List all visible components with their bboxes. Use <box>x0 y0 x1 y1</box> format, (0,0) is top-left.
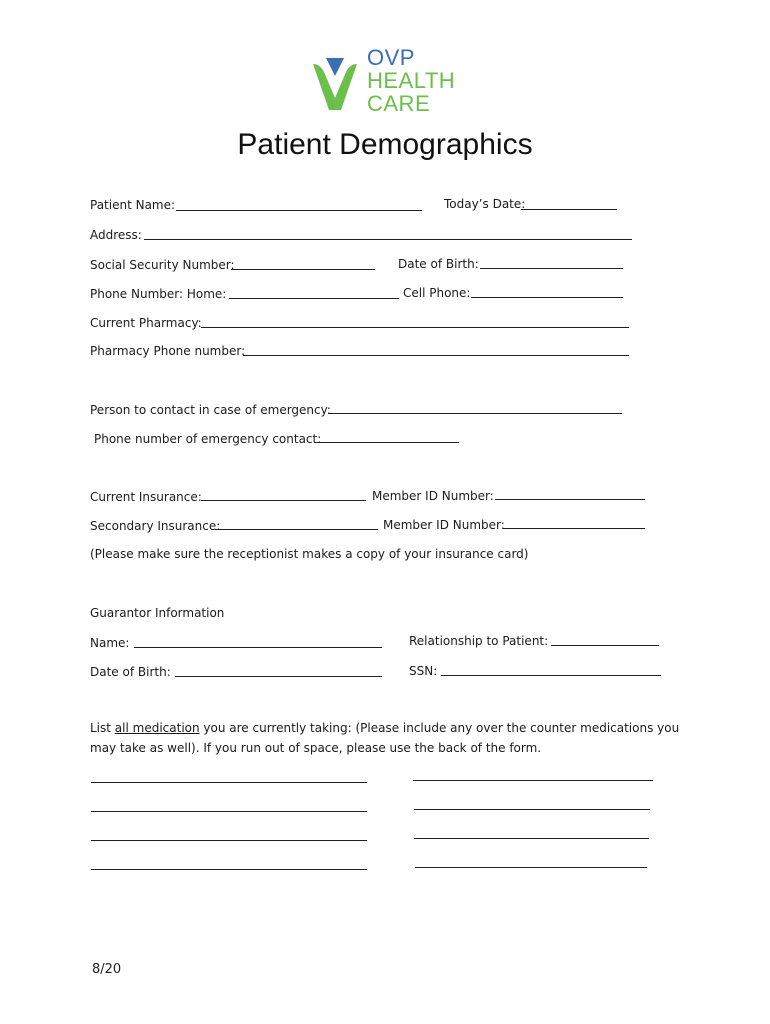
todays-date-label: Today’s Date: <box>444 197 526 211</box>
cell-phone-label: Cell Phone: <box>403 286 471 300</box>
medication-intro-prefix: List <box>90 721 115 735</box>
secondary-insurance-label: Secondary Insurance: <box>90 519 221 533</box>
guarantor-ssn-label: SSN: <box>409 664 438 678</box>
ovp-logo <box>311 46 471 120</box>
logo-line-health: HEALTH <box>367 68 456 93</box>
guarantor-heading: Guarantor Information <box>90 606 225 620</box>
patient-name-field[interactable] <box>176 210 422 211</box>
form-version: 8/20 <box>92 962 122 977</box>
medication-intro <box>90 721 679 735</box>
current-pharmacy-label: Current Pharmacy: <box>90 316 202 330</box>
medication-line-right-4[interactable] <box>415 867 647 868</box>
medication-intro-line2: may take as well). If you run out of space, please use the back of the form. <box>90 741 542 755</box>
guarantor-dob-label: Date of Birth: <box>90 665 171 679</box>
logo-text <box>367 46 455 115</box>
address-field[interactable] <box>144 239 632 240</box>
medication-line-left-4[interactable] <box>91 869 367 870</box>
emergency-phone-label: Phone number of emergency contact: <box>94 432 322 446</box>
patient-name-label: Patient Name: <box>90 198 176 212</box>
medication-line-right-2[interactable] <box>414 809 650 810</box>
current-pharmacy-field[interactable] <box>201 327 629 328</box>
guarantor-relationship-label: Relationship to Patient: <box>409 634 549 648</box>
guarantor-relationship-field[interactable] <box>551 645 659 646</box>
pharmacy-phone-label: Pharmacy Phone number: <box>90 344 246 358</box>
guarantor-ssn-field[interactable] <box>441 675 661 676</box>
logo-v-mark-icon <box>311 54 359 112</box>
ssn-label: Social Security Number: <box>90 258 235 272</box>
pharmacy-phone-field[interactable] <box>243 355 629 356</box>
guarantor-name-label: Name: <box>90 636 130 650</box>
todays-date-field[interactable] <box>521 209 617 210</box>
ssn-field[interactable] <box>231 269 375 270</box>
emergency-contact-field[interactable] <box>328 413 622 414</box>
medication-line-right-3[interactable] <box>414 838 649 839</box>
member-id-2-field[interactable] <box>503 528 645 529</box>
medication-intro-underlined: all medication <box>114 721 200 735</box>
cell-phone-field[interactable] <box>471 297 623 298</box>
medication-line-right-1[interactable] <box>413 780 653 781</box>
logo-line-ovp: OVP <box>367 45 415 70</box>
medication-line-left-2[interactable] <box>91 811 367 812</box>
dob-label: Date of Birth: <box>398 257 479 271</box>
member-id-2-label: Member ID Number: <box>383 518 505 532</box>
current-insurance-field[interactable] <box>201 500 366 501</box>
member-id-1-field[interactable] <box>495 499 645 500</box>
logo-line-care: CARE <box>367 91 431 116</box>
guarantor-name-field[interactable] <box>134 647 382 648</box>
insurance-note: (Please make sure the receptionist makes a copy of your insurance card) <box>90 547 529 561</box>
guarantor-dob-field[interactable] <box>175 676 382 677</box>
medication-line-left-1[interactable] <box>91 782 367 783</box>
medication-intro-suffix: you are currently taking: (Please include any over the counter medications you <box>199 721 680 735</box>
medication-line-left-3[interactable] <box>91 840 367 841</box>
address-label: Address: <box>90 228 142 242</box>
member-id-1-label: Member ID Number: <box>372 489 494 503</box>
dob-field[interactable] <box>480 268 623 269</box>
emergency-contact-label: Person to contact in case of emergency: <box>90 403 331 417</box>
current-insurance-label: Current Insurance: <box>90 490 202 504</box>
phone-home-field[interactable] <box>229 298 399 299</box>
emergency-phone-field[interactable] <box>314 442 459 443</box>
secondary-insurance-field[interactable] <box>215 529 378 530</box>
page-title: Patient Demographics <box>237 128 533 161</box>
phone-home-label: Phone Number: Home: <box>90 287 227 301</box>
